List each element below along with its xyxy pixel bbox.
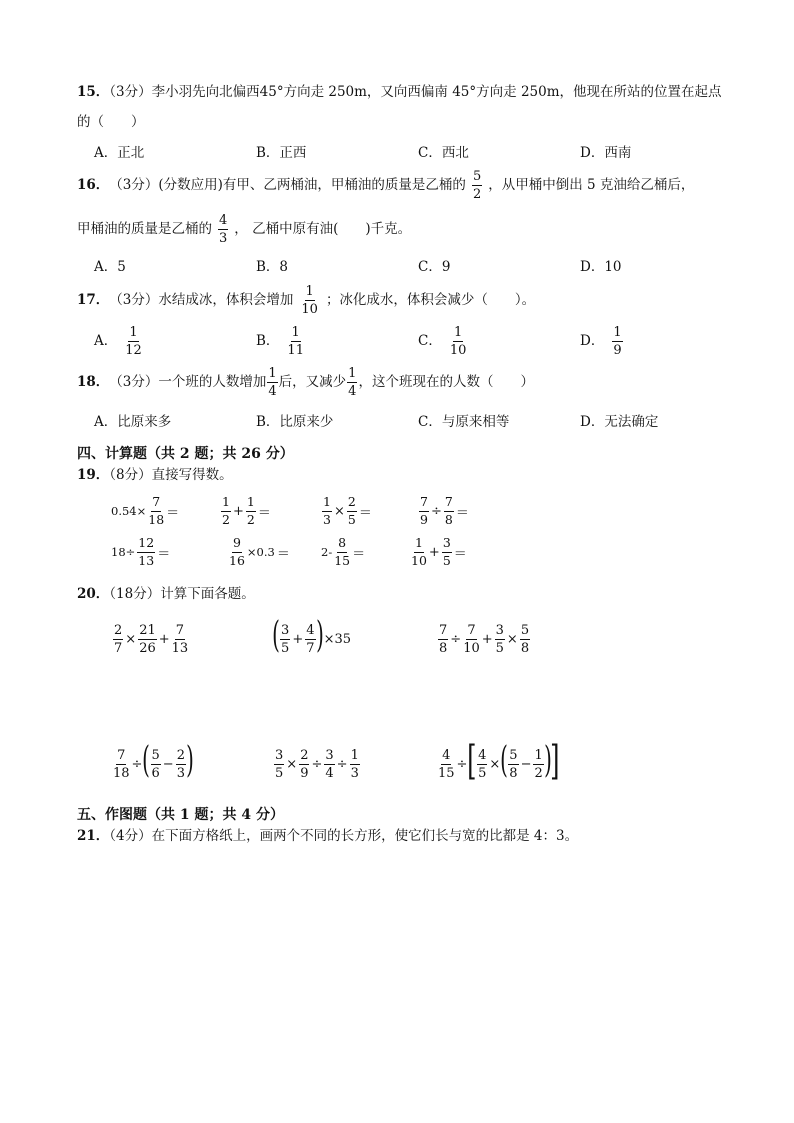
section-5-heading: 五、作图题（共 1 题；共 4 分） bbox=[77, 807, 284, 823]
q20-expr-3: $\frac{7}{8}$ ÷ $\frac{7}{10}$ + $\frac{3}{5}$ × $\frac{5}{8}$ bbox=[439, 623, 530, 656]
q15-option-d: D．西南 bbox=[580, 145, 632, 161]
q17-number: 17． bbox=[77, 291, 110, 308]
q19-line bbox=[77, 469, 233, 483]
q18-text-b: 后，又减少 bbox=[278, 373, 347, 390]
q19-expr-6: $\frac{9}{16}$ ×0.3 ＝ bbox=[229, 535, 290, 568]
q20-expr-1: $\frac{2}{7}$ × $\frac{21}{26}$ + $\frac{7}{13}$ bbox=[114, 623, 189, 656]
q18-option-c: C．与原来相等 bbox=[418, 414, 510, 430]
q19-expr-1: 0.54× $\frac{7}{18}$ ＝ bbox=[111, 494, 180, 527]
q20-score: （18分） bbox=[109, 586, 161, 602]
q16-fraction-2: $\frac{4}{3}$ bbox=[219, 213, 228, 246]
q19-expr-2: $\frac{1}{2}$ + $\frac{1}{2}$ ＝ bbox=[222, 494, 271, 527]
q17-option-a: A． $\frac{1}{12}$ bbox=[94, 325, 142, 358]
q18-score: （3分） bbox=[109, 373, 159, 390]
q19-expr-4: $\frac{7}{9}$ ÷ $\frac{7}{8}$ ＝ bbox=[420, 494, 469, 527]
q15-number: 15． bbox=[77, 84, 110, 100]
q18-option-b: B．比原来少 bbox=[256, 414, 334, 430]
q15-text: 李小羽先向北偏西45°方向走 250m，又向西偏南 45°方向走 250m，他现在所站的位置在起点 bbox=[151, 84, 722, 100]
q17-line1 bbox=[77, 285, 535, 316]
q15-option-c: C．西北 bbox=[418, 145, 469, 161]
q18-fraction-1: $\frac{1}{4}$ bbox=[268, 366, 277, 399]
q18-number: 18． bbox=[77, 373, 110, 390]
q17-option-c: C． $\frac{1}{10}$ bbox=[418, 325, 467, 358]
q19-text: 直接写得数。 bbox=[151, 467, 233, 483]
q15-score: （3分） bbox=[109, 84, 152, 100]
q16-text-b: ，从甲桶中倒出 5 克油给乙桶后， bbox=[488, 176, 695, 193]
q21-number: 21． bbox=[77, 828, 110, 844]
q16-line1 bbox=[77, 170, 694, 201]
q16-score: （3分） bbox=[109, 176, 159, 193]
q17-option-a-fraction: $\frac{1}{12}$ bbox=[125, 325, 142, 358]
q16-option-c: C．9 bbox=[418, 259, 451, 275]
q19-expr-5: 18÷ $\frac{12}{13}$ ＝ bbox=[111, 535, 171, 568]
q20-line bbox=[77, 588, 255, 602]
q16-text-c: 甲桶油的质量是乙桶的 bbox=[77, 220, 212, 237]
q17-option-d-fraction: $\frac{1}{9}$ bbox=[613, 325, 622, 358]
q16-text-d: ， 乙桶中原有油( )千克。 bbox=[234, 220, 412, 237]
q19-number: 19． bbox=[77, 467, 110, 483]
q16-option-d: D．10 bbox=[580, 259, 622, 275]
q17-text-a: 水结成冰，体积会增加 bbox=[158, 291, 294, 308]
q20-expr-2: ( $\frac{3}{5}$ + $\frac{4}{7}$ ) ×35 bbox=[272, 615, 351, 656]
q18-line1 bbox=[77, 367, 534, 398]
q19-expr-8: $\frac{1}{10}$ + $\frac{3}{5}$ ＝ bbox=[411, 535, 467, 568]
q17-text-b: ；冰化成水，体积会减少（ ）。 bbox=[325, 291, 536, 308]
q21-score: （4分） bbox=[109, 828, 152, 844]
q17-fraction: $\frac{1}{10}$ bbox=[301, 284, 318, 317]
q15-option-b: B．正西 bbox=[256, 145, 307, 161]
q20-expr-5: $\frac{3}{5}$ × $\frac{2}{9}$ ÷ $\frac{3}{4}$ ÷ $\frac{1}{3}$ bbox=[275, 748, 359, 781]
q18-text-c: ，这个班现在的人数（ ） bbox=[358, 373, 534, 390]
q20-expr-4: $\frac{7}{18}$ ÷ ( $\frac{5}{6}$ − $\frac{2}{3}$ ) bbox=[113, 740, 194, 781]
section-4-heading: 四、计算题（共 2 题；共 26 分） bbox=[77, 446, 294, 462]
q17-score: （3分） bbox=[109, 291, 159, 308]
q17-option-c-fraction: $\frac{1}{10}$ bbox=[449, 325, 467, 358]
q21-line bbox=[77, 830, 578, 844]
q19-expr-7: 2- $\frac{8}{15}$ ＝ bbox=[321, 535, 366, 568]
q17-option-b-fraction: $\frac{1}{11}$ bbox=[287, 325, 304, 358]
q16-fraction-1: $\frac{5}{2}$ bbox=[472, 169, 482, 202]
q20-expr-6: $\frac{4}{15}$ ÷ [ $\frac{4}{5}$ × ( $\frac{5}{8}$ − $\frac{1}{2}$ ) ] bbox=[438, 738, 560, 784]
q18-text-a: 一个班的人数增加 bbox=[158, 373, 267, 390]
q16-option-a: A．5 bbox=[94, 259, 126, 275]
q19-score: （8分） bbox=[109, 467, 152, 483]
q20-text: 计算下面各题。 bbox=[160, 586, 255, 602]
q18-option-a: A．比原来多 bbox=[94, 414, 172, 430]
q15-line2: 的（ ） bbox=[77, 114, 145, 130]
q17-option-b: B． $\frac{1}{11}$ bbox=[256, 325, 304, 358]
q15-line1 bbox=[77, 86, 722, 100]
q18-fraction-2: $\frac{1}{4}$ bbox=[348, 366, 357, 399]
q21-text: 在下面方格纸上，画两个不同的长方形，使它们长与宽的比都是 4：3。 bbox=[151, 828, 579, 844]
q16-text-a: (分数应用)有甲、乙两桶油，甲桶油的质量是乙桶的 bbox=[158, 176, 466, 193]
q18-option-d: D．无法确定 bbox=[580, 414, 659, 430]
q16-option-b: B．8 bbox=[256, 259, 289, 275]
q19-expr-3: $\frac{1}{3}$ × $\frac{2}{5}$ ＝ bbox=[323, 494, 372, 527]
q16-number: 16． bbox=[77, 176, 110, 193]
q17-option-d: D． $\frac{1}{9}$ bbox=[580, 325, 622, 358]
q20-number: 20． bbox=[77, 586, 110, 602]
q16-line2 bbox=[77, 214, 411, 245]
q15-option-a: A．正北 bbox=[94, 145, 145, 161]
